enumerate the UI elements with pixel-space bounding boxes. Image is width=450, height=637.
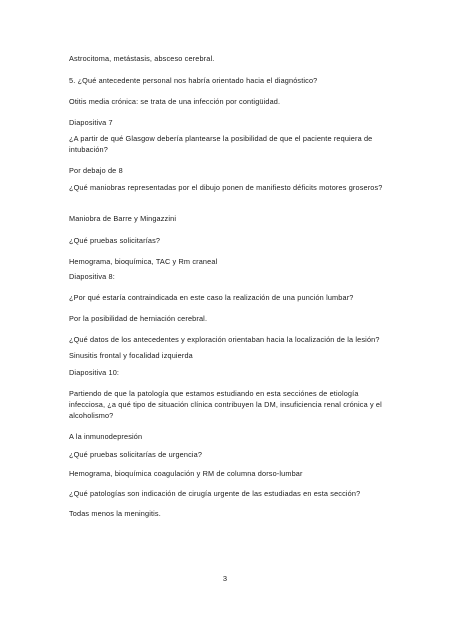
paragraph: Diapositiva 7 — [69, 118, 113, 127]
page-number: 3 — [222, 574, 228, 583]
paragraph: ¿Qué maniobras representadas por el dibujo ponen de manifiesto déficits motores groseros? — [69, 183, 383, 192]
paragraph: Por la posibilidad de herniación cerebral. — [69, 314, 208, 323]
paragraph: Diapositiva 8: — [69, 272, 115, 281]
paragraph: Otitis media crónica: se trata de una infección por contigüidad. — [69, 97, 281, 106]
paragraph: ¿Qué patologías son indicación de cirugía urgente de las estudiadas en esta sección? — [69, 489, 361, 498]
paragraph: Todas menos la meningitis. — [69, 509, 161, 518]
paragraph: Sinusitis frontal y focalidad izquierda — [69, 351, 193, 360]
paragraph: ¿A partir de qué Glasgow debería plantearse la posibilidad de que el paciente requiera de intubación? — [69, 134, 373, 154]
paragraph: Por debajo de 8 — [69, 166, 123, 175]
paragraph: Astrocitoma, metástasis, absceso cerebral. — [69, 54, 215, 63]
paragraph: Partiendo de que la patología que estamos estudiando en esta secciónes de etiología infecciosa, ¿a qué tipo de situación clínica contribuyen la DM, insuficiencia renal crónica y el alcoholismo? — [69, 389, 382, 420]
paragraph: ¿Qué datos de los antecedentes y exploración orientaban hacia la localización de la lesión? — [69, 335, 380, 344]
paragraph: ¿Por qué estaría contraindicada en este caso la realización de una punción lumbar? — [69, 293, 354, 302]
paragraph: ¿Qué pruebas solicitarías de urgencia? — [69, 450, 203, 459]
paragraph: Maniobra de Barre y Mingazzini — [69, 214, 177, 223]
paragraph: ¿Qué pruebas solicitarías? — [69, 236, 161, 245]
paragraph: Hemograma, bioquímica, TAC y Rm craneal — [69, 257, 218, 266]
paragraph: A la inmunodepresión — [69, 432, 143, 441]
paragraph: Diapositiva 10: — [69, 368, 120, 377]
paragraph: Hemograma, bioquímica coagulación y RM de columna dorso-lumbar — [69, 469, 303, 478]
paragraph: 5. ¿Qué antecedente personal nos habría orientado hacia el diagnóstico? — [69, 76, 318, 85]
